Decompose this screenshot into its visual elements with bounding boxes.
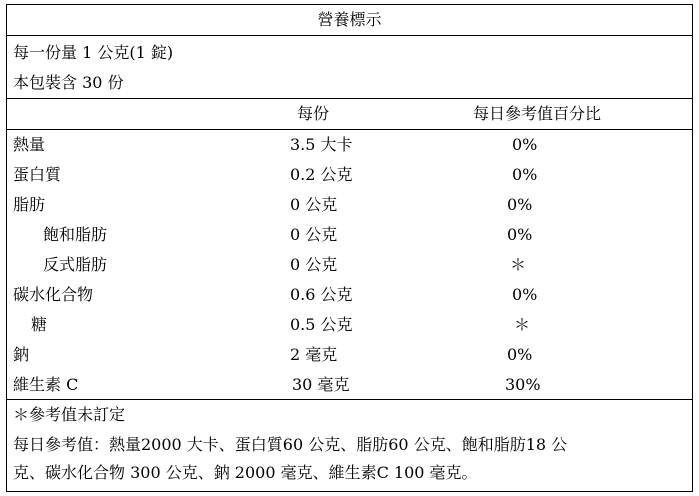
nutrient-row bbox=[7, 130, 692, 160]
nutrient-name: 飽和脂肪 bbox=[43, 225, 108, 244]
label-title: 營養標示 bbox=[317, 10, 382, 29]
nutrient-per-serving: 3.5 大卡 bbox=[290, 135, 353, 154]
servings-per-package-row bbox=[7, 68, 692, 98]
daily-value-header: 每日參考值百分比 bbox=[472, 104, 601, 123]
nutrient-daily-value: 30% bbox=[505, 375, 541, 394]
nutrient-daily-value: 0% bbox=[512, 165, 538, 184]
per-serving-header: 每份 bbox=[296, 104, 329, 123]
nutrient-row bbox=[7, 310, 692, 340]
nutrient-row bbox=[7, 370, 692, 400]
nutrient-per-serving: 0 公克 bbox=[290, 225, 338, 244]
nutrient-name: 反式脂肪 bbox=[43, 255, 108, 274]
nutrient-name: 維生素 C bbox=[13, 375, 79, 394]
nutrient-daily-value: 0% bbox=[507, 195, 533, 214]
nutrient-row bbox=[7, 160, 692, 190]
divider bbox=[7, 399, 692, 400]
divider bbox=[7, 35, 692, 36]
reference-values-line-1: 每日參考值：熱量2000 大卡、蛋白質60 公克、脂肪60 公克、飽和脂肪18 公 bbox=[13, 435, 568, 454]
nutrient-name: 熱量 bbox=[13, 135, 46, 154]
nutrient-row bbox=[7, 190, 692, 220]
reference-values-line-2: 克、碳水化合物 300 公克、鈉 2000 毫克、維生素C 100 毫克。 bbox=[13, 463, 478, 482]
servings-per-package: 本包裝含 30 份 bbox=[13, 73, 124, 92]
nutrient-per-serving: 0.5 公克 bbox=[290, 315, 353, 334]
nutrient-daily-value: 0% bbox=[507, 345, 533, 364]
nutrient-per-serving: 2 毫克 bbox=[290, 345, 338, 364]
serving-size: 每一份量 1 公克(1 錠) bbox=[13, 43, 174, 62]
nutrient-row bbox=[7, 220, 692, 250]
nutrition-label bbox=[6, 4, 693, 492]
nutrient-name: 脂肪 bbox=[13, 195, 46, 214]
nutrient-per-serving: 0.2 公克 bbox=[290, 165, 353, 184]
column-header-row bbox=[7, 99, 692, 129]
nutrient-row bbox=[7, 250, 692, 280]
nutrient-daily-value: 0% bbox=[512, 285, 538, 304]
nutrient-daily-value: 0% bbox=[512, 135, 538, 154]
nutrient-per-serving: 30 毫克 bbox=[292, 375, 350, 394]
nutrient-daily-value: 0% bbox=[507, 225, 533, 244]
nutrient-daily-value: ＊ bbox=[510, 255, 527, 274]
nutrient-row bbox=[7, 340, 692, 370]
nutrient-row bbox=[7, 280, 692, 310]
nutrient-name: 蛋白質 bbox=[13, 165, 62, 184]
nutrient-per-serving: 0.6 公克 bbox=[290, 285, 353, 304]
nutrient-name: 糖 bbox=[31, 315, 48, 334]
serving-size-row bbox=[7, 38, 692, 68]
nutrient-daily-value: ＊ bbox=[514, 315, 531, 334]
nutrient-per-serving: 0 公克 bbox=[290, 255, 338, 274]
nutrient-name: 碳水化合物 bbox=[13, 285, 94, 304]
nutrient-per-serving: 0 公克 bbox=[290, 195, 338, 214]
nutrient-name: 鈉 bbox=[13, 345, 30, 364]
footnote: ＊參考值未訂定 bbox=[13, 405, 126, 424]
